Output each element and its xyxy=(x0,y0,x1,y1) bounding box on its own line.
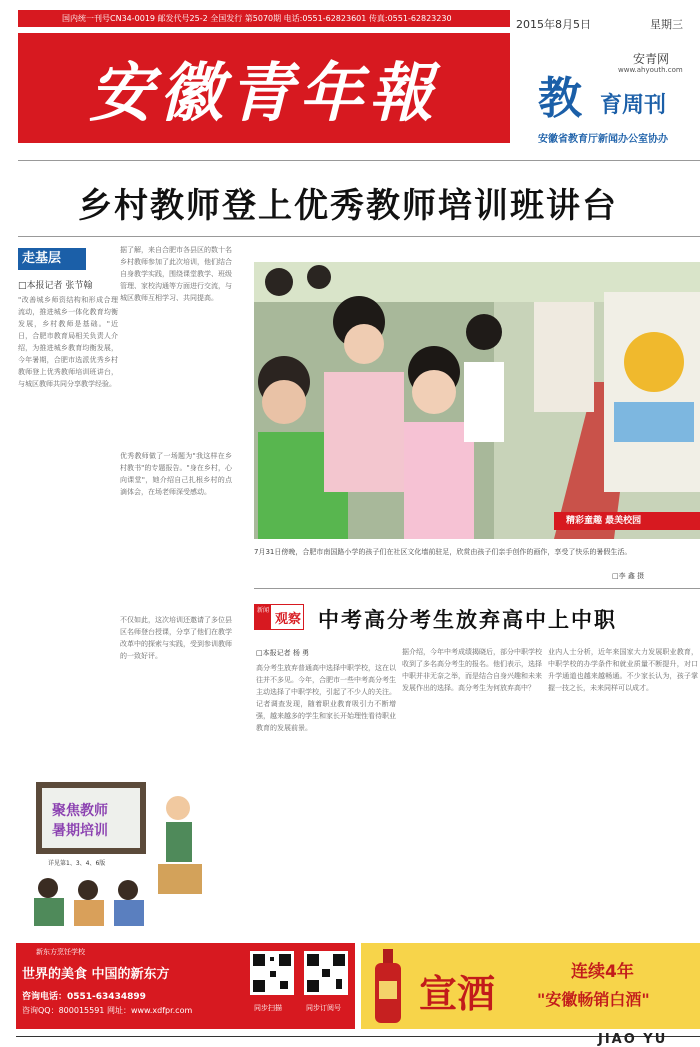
newspaper-title: 安徽青年報 xyxy=(89,56,439,131)
second-body-col3: 业内人士分析，近年来国家大力发展职业教育，中职学校的办学条件和就业质量不断提升，对口升学通道也越来越畅通。不少家长认为，孩子掌握一技之长，未来同样可以成才。 xyxy=(548,648,698,692)
children-viewing-paintings-photo xyxy=(254,262,700,539)
masthead-info-strip: 国内统一刊号CN34-0019 邮发代号25-2 全国发行 第5070期 电话:0551-62823601 传真:0551-62823230 xyxy=(18,10,510,27)
section-subtitle: 安徽省教育厅新闻办公室协办 xyxy=(538,134,668,145)
site-name: 安青网 xyxy=(633,52,670,66)
qr2-label: 同步订阅号 xyxy=(306,1004,341,1012)
main-body-col1: "改善城乡师资结构和形成合理流动，推进城乡一体化教育均衡发展，乡村教师是基础。"近日，合肥市教育局相关负责人介绍，为推进城乡教育均衡发展，今年暑期，合肥市选派优秀乡村教师登上优秀教师培训班讲台，与城区教师共同分享教学经验。 xyxy=(18,296,118,388)
ad-qq: 咨询QQ：800015591 网址：www.xdfpr.com xyxy=(22,1006,193,1015)
main-headline: 乡村教师登上优秀教师培训班讲台 xyxy=(78,186,618,226)
second-body-col2: 据介绍，今年中考成绩揭晓后，部分中职学校收到了多名高分考生的报名。他们表示，选择中职并非无奈之举，而是结合自身兴趣和未来发展作出的选择。高分考生为何放弃高中？ xyxy=(402,648,542,692)
qr-code-icon xyxy=(250,951,294,995)
ad-liquor xyxy=(361,943,700,1029)
ad-slogan: 世界的美食 中国的新东方 xyxy=(22,967,170,982)
ad-liquor-label: 宣酒 xyxy=(419,971,496,1016)
column-label: 走基层 xyxy=(18,248,86,270)
badge-tag: 新闻 xyxy=(255,605,271,629)
badge-label: 观察 xyxy=(275,612,302,627)
bottle-icon xyxy=(371,949,405,1025)
section-title-rest: 育周刊 xyxy=(600,93,667,118)
ad-liquor-line1: 连续4年 xyxy=(571,962,634,982)
news-observation-badge xyxy=(254,604,304,630)
ad-cooking-school xyxy=(16,943,355,1029)
newspaper-masthead xyxy=(18,33,510,143)
second-headline: 中考高分考生放弃高中上中职 xyxy=(318,607,617,632)
main-body-col2: 据了解，来自合肥市各县区的数十名乡村教师参加了此次培训，他们结合自身教学实践，围绕课堂教学、班级管理、家校沟通等方面进行交流，与城区教师互相学习、共同提高。 xyxy=(120,246,232,302)
site-url: www.ahyouth.com xyxy=(618,66,683,74)
section-title-char: 教 xyxy=(538,73,582,124)
issue-date: 2015年8月5日 xyxy=(516,18,591,31)
promo-page-ref: 详见第1、3、4、6版 xyxy=(48,860,106,867)
ad-brand: 新东方烹饪学校 xyxy=(36,948,85,956)
ad-liquor-line2: "安徽畅销白酒" xyxy=(537,990,650,1009)
footer-pinyin: JIAO YU xyxy=(598,1032,668,1047)
main-body-col2b: 优秀教师做了一场题为"我这样在乡村教书"的专题报告。"身在乡村，心向课堂"，她介绍自己扎根乡村的点滴体会，在场老师深受感动。 xyxy=(120,452,232,496)
divider xyxy=(254,588,700,589)
photo-caption: 7月31日傍晚，合肥市南国路小学的孩子们在社区文化墙前驻足，欣赏由孩子们亲手创作的画作，享受了快乐的暑假生活。 xyxy=(254,548,632,556)
ad-phone: 咨询电话：0551-63434899 xyxy=(22,992,146,1002)
qr-code-icon xyxy=(304,951,348,995)
second-byline: □本报记者 杨 勇 xyxy=(256,649,310,657)
teacher-training-promo xyxy=(18,768,218,926)
divider xyxy=(18,236,700,237)
second-body-col1: 高分考生放弃普通高中选择中职学校，这在以往并不多见。今年，合肥市一些中考高分考生主动选择了中职学校，引起了不少人的关注。记者调查发现，随着职业教育吸引力不断增强，越来越多的学生和家长开始理性看待职业教育的发展前景。 xyxy=(256,664,396,732)
classroom-illustration xyxy=(18,768,218,926)
issue-weekday: 星期三 xyxy=(650,18,683,31)
news-photo xyxy=(254,262,700,539)
photo-credit: □李 鑫 摄 xyxy=(612,572,645,580)
main-body-col2c: 不仅如此，这次培训还邀请了多位县区名师登台授课，分享了他们在教学改革中的探索与实践，受到参训教师的一致好评。 xyxy=(120,616,232,660)
qr1-label: 同步扫描 xyxy=(254,1004,282,1012)
divider xyxy=(18,160,700,161)
main-byline: □本报记者 张节翰 xyxy=(18,281,93,291)
promo-line2: 暑期培训 xyxy=(52,823,108,839)
photo-badge: 精彩童趣 最美校园 xyxy=(566,516,642,526)
promo-line1: 聚焦教师 xyxy=(52,803,108,819)
